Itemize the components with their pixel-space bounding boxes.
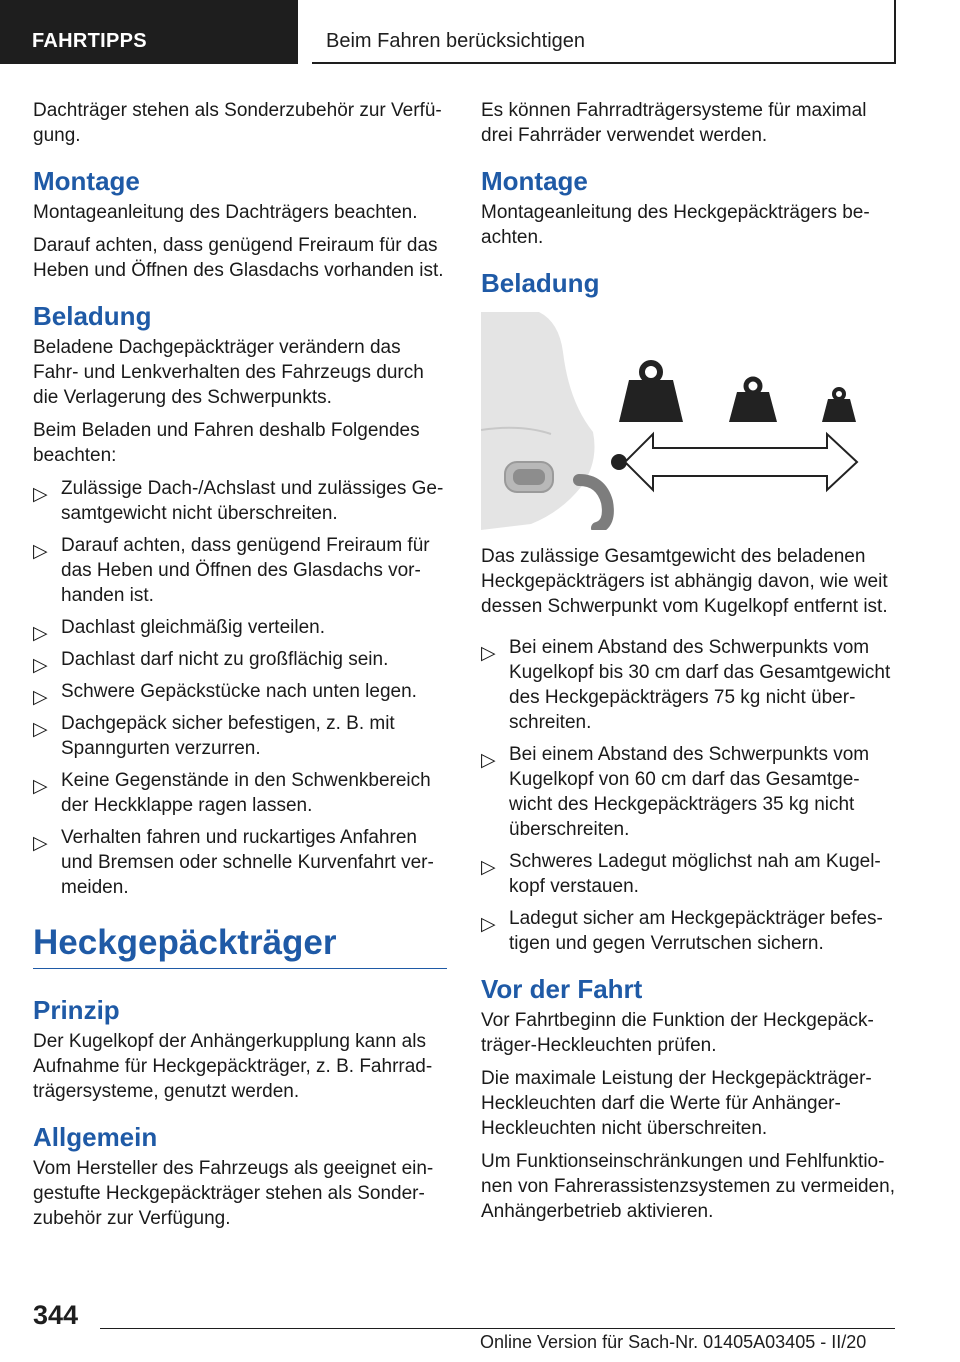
beladung-paragraph-1: Beladene Dachgepäckträger verändern das Fahr- und Lenkverhalten des Fahrzeugs durch die Verlagerung des Schwerpunkts.: [33, 337, 424, 408]
triangle-bullet-icon: ▷: [481, 857, 496, 878]
allgemein-heading: Allgemein: [33, 1122, 158, 1152]
list-item: ▷ Dachlast darf nicht zu großflächig sein.: [33, 649, 389, 676]
triangle-bullet-icon: ▷: [33, 776, 48, 797]
list-item: ▷ Schweres Ladegut möglichst nah am Kugel-kopf verstauen.: [481, 851, 881, 897]
beladung-paragraph-right: Das zulässige Gesamtgewicht des beladenen Heckgepäckträgers ist abhängig davon, wie weit dessen Schwerpunkt vom Kugelkopf entfernt ist.: [481, 546, 888, 617]
triangle-bullet-icon: ▷: [33, 623, 48, 644]
section-header: [312, 0, 896, 64]
heckgepaecktraeger-heading: Heckgepäckträger: [33, 923, 337, 962]
rear-rack-load-list: [481, 635, 899, 956]
list-item: ▷ Ladegut sicher am Heckgepäckträger befes-tigen und gegen Verrutschen sichern.: [481, 908, 883, 954]
list-item: ▷ Schwere Gepäckstücke nach unten legen.: [33, 681, 417, 708]
prinzip-heading: Prinzip: [33, 995, 120, 1025]
chapter-title: FAHRTIPPS: [32, 30, 147, 52]
triangle-bullet-icon: ▷: [33, 687, 48, 708]
list-item: ▷ Darauf achten, dass genügend Freiraum für das Heben und Öffnen des Glasdachs vor-handen ist.: [33, 535, 430, 606]
list-item: ▷ Keine Gegenstände in den Schwenkbereich der Heckklappe ragen lassen.: [33, 770, 431, 816]
triangle-bullet-icon: ▷: [481, 643, 496, 664]
triangle-bullet-icon: ▷: [33, 655, 48, 676]
list-item: ▷ Bei einem Abstand des Schwerpunkts vom Kugelkopf von 60 cm darf das Gesamtge-wicht des Heckgepäckträgers 35 kg nicht überschreiten.: [481, 744, 870, 840]
page-number: 344: [33, 1300, 79, 1330]
list-item: ▷ Dachgepäck sicher befestigen, z. B. mit Spanngurten verzurren.: [33, 713, 395, 759]
triangle-bullet-icon: ▷: [33, 541, 48, 562]
triangle-bullet-icon: ▷: [33, 484, 48, 505]
list-item: ▷ Bei einem Abstand des Schwerpunkts vom Kugelkopf bis 30 cm darf das Gesamtgewicht des Heckgepäckträgers 75 kg nicht über-schreiten.: [481, 637, 891, 733]
online-version-note: Online Version für Sach-Nr. 01405A03405 - II/20: [480, 1332, 867, 1352]
beladung-paragraph-2: Beim Beladen und Fahren deshalb Folgendes beachten:: [33, 420, 420, 466]
montage-paragraph-1: Montageanleitung des Dachträgers beachten.: [33, 202, 418, 223]
allgemein-paragraph: Vom Hersteller des Fahrzeugs als geeignet ein-gestufte Heckgepäckträger stehen als Sonder-zubehör zur Verfügung.: [33, 1158, 434, 1229]
left-column: [33, 98, 447, 1239]
montage-paragraph-2: Darauf achten, dass genügend Freiraum für das Heben und Öffnen des Glasdachs vorhanden ist.: [33, 235, 444, 281]
vor-der-fahrt-paragraph-1: Vor Fahrtbeginn die Funktion der Heckgepäck-träger-Heckleuchten prüfen.: [481, 1010, 874, 1056]
triangle-bullet-icon: ▷: [481, 750, 496, 771]
footer-divider: [100, 1328, 895, 1329]
list-item: ▷ Zulässige Dach-/Achslast und zulässiges Ge-samtgewicht nicht überschreiten.: [33, 478, 444, 524]
beladung-heading: Beladung: [33, 301, 152, 331]
tow-hitch-load-illustration: [481, 312, 861, 530]
vor-der-fahrt-paragraph-2: Die maximale Leistung der Heckgepäckträger-Heckleuchten darf die Werte für Anhänger-Heckleuchten nicht überschreiten.: [481, 1068, 872, 1139]
list-item: ▷ Dachlast gleichmäßig verteilen.: [33, 617, 326, 644]
triangle-bullet-icon: ▷: [33, 719, 48, 740]
prinzip-paragraph: Der Kugelkopf der Anhängerkupplung kann als Aufnahme für Heckgepäckträger, z. B. Fahrrad-trägersysteme, genutzt werden.: [33, 1031, 433, 1102]
section-title: Beim Fahren berücksichtigen: [326, 30, 586, 52]
vor-der-fahrt-heading: Vor der Fahrt: [481, 974, 643, 1004]
bike-rack-intro: Es können Fahrradträgersysteme für maximal drei Fahrräder verwendet werden.: [481, 100, 867, 146]
heck-heading-block: [33, 922, 447, 969]
montage-heading-right: Montage: [481, 166, 588, 196]
montage-heading: Montage: [33, 166, 140, 196]
chapter-tab: [0, 0, 298, 64]
right-column: [481, 98, 899, 1232]
list-item: ▷ Verhalten fahren und ruckartiges Anfahren und Bremsen oder schnelle Kurvenfahrt ver-meiden.: [33, 827, 434, 898]
roof-load-list: [33, 476, 447, 900]
vor-der-fahrt-paragraph-3: Um Funktionseinschränkungen und Fehlfunktio-nen von Fahrerassistenzsystemen zu vermeiden, Anhängerbetrieb aktivieren.: [481, 1151, 895, 1222]
roof-rack-intro: Dachträger stehen als Sonderzubehör zur Verfü-gung.: [33, 100, 442, 146]
triangle-bullet-icon: ▷: [33, 833, 48, 854]
triangle-bullet-icon: ▷: [481, 914, 496, 935]
beladung-heading-right: Beladung: [481, 268, 600, 298]
montage-paragraph-right: Montageanleitung des Heckgepäckträgers be-achten.: [481, 202, 870, 248]
